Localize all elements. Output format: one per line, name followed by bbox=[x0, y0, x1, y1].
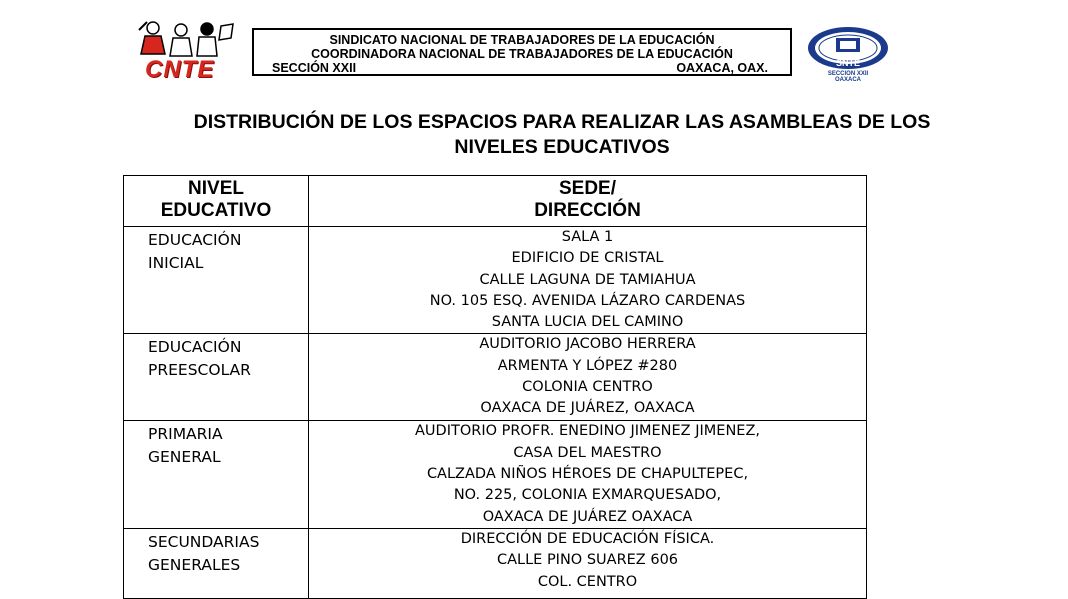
table-header-row bbox=[124, 176, 867, 227]
table-row bbox=[124, 421, 867, 528]
header-section: SECCIÓN XXII bbox=[272, 61, 357, 75]
header-box bbox=[252, 28, 792, 76]
header-line-1: SINDICATO NACIONAL DE TRABAJADORES DE LA EDUCACIÓN bbox=[329, 33, 715, 47]
snte-seal-icon bbox=[806, 26, 890, 72]
nivel-cell: EDUCACIÓN INICIAL bbox=[124, 227, 309, 334]
title-line-1: DISTRIBUCIÓN DE LOS ESPACIOS PARA REALIZAR LAS ASAMBLEAS DE LOS bbox=[193, 111, 931, 133]
document-title bbox=[150, 110, 974, 160]
title-line-2: NIVELES EDUCATIVOS bbox=[454, 136, 670, 158]
header-nivel: NIVEL EDUCATIVO bbox=[124, 176, 309, 227]
sede-cell: DIRECCIÓN DE EDUCACIÓN FÍSICA. CALLE PINO SUAREZ 606 COL. CENTRO bbox=[309, 528, 867, 598]
table-row bbox=[124, 334, 867, 421]
sede-cell: SALA 1 EDIFICIO DE CRISTAL CALLE LAGUNA DE TAMIAHUA NO. 105 ESQ. AVENIDA LÁZARO CARDENAS SANTA LUCIA DEL CAMINO bbox=[309, 227, 867, 334]
nivel-cell: SECUNDARIAS GENERALES bbox=[124, 528, 309, 598]
cnte-figures-icon bbox=[137, 20, 237, 60]
distribution-table bbox=[123, 175, 867, 599]
header-line-2: COORDINADORA NACIONAL DE TRABAJADORES DE LA EDUCACIÓN bbox=[311, 47, 733, 61]
nivel-cell: EDUCACIÓN PREESCOLAR bbox=[124, 334, 309, 421]
snte-seal-text: SNTE bbox=[835, 58, 861, 68]
header-sede: SEDE/ DIRECCIÓN bbox=[309, 176, 867, 227]
header-city: OAXACA, OAX. bbox=[676, 61, 768, 75]
cnte-logo-text: CNTE bbox=[145, 56, 215, 83]
cnte-logo bbox=[133, 20, 241, 83]
snte-caption-2: OAXACA bbox=[834, 77, 861, 83]
nivel-cell: PRIMARIA GENERAL bbox=[124, 421, 309, 528]
snte-seal bbox=[806, 26, 890, 84]
table-row bbox=[124, 227, 867, 334]
snte-caption bbox=[806, 71, 890, 83]
sede-cell: AUDITORIO JACOBO HERRERA ARMENTA Y LÓPEZ #280 COLONIA CENTRO OAXACA DE JUÁREZ, OAXACA bbox=[309, 334, 867, 421]
table-row bbox=[124, 528, 867, 598]
snte-caption-1: SECCION XXII bbox=[827, 71, 869, 77]
sede-cell: AUDITORIO PROFR. ENEDINO JIMENEZ JIMENEZ, CASA DEL MAESTRO CALZADA NIÑOS HÉROES DE CHAPULTEPEC, NO. 225, COLONIA EXMARQUESADO, OAXACA DE JUÁREZ OAXACA bbox=[309, 421, 867, 528]
